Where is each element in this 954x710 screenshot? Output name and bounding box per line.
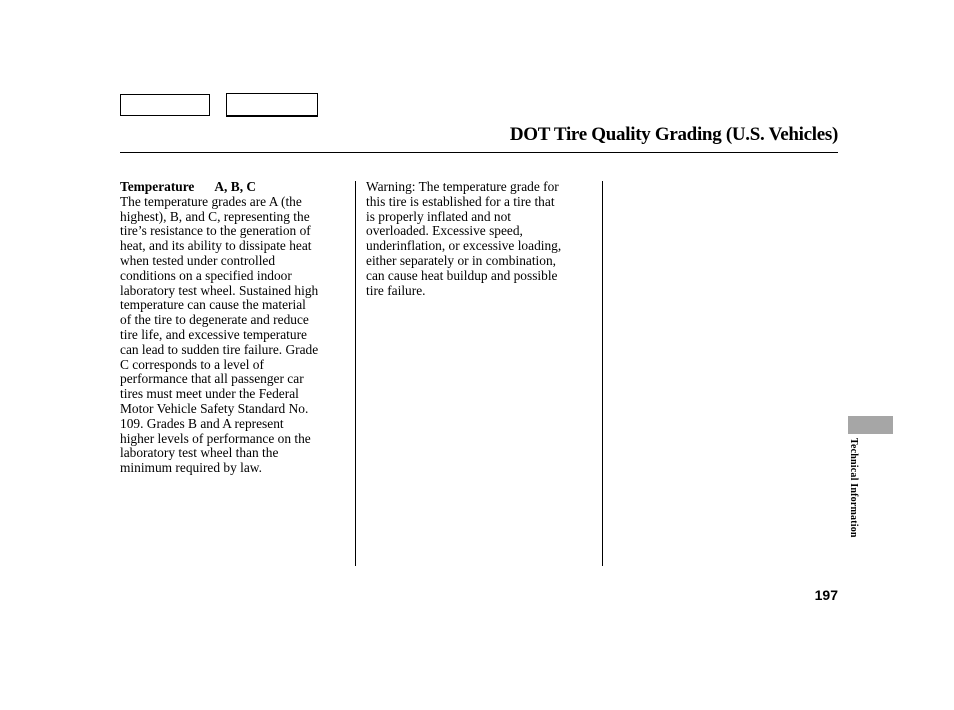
warning-line: this tire is established for a tire that xyxy=(366,193,555,209)
body-line: 109. Grades B and A represent xyxy=(120,415,284,431)
title-rule xyxy=(120,152,838,153)
body-line: tire life, and excessive temperature xyxy=(120,326,308,342)
body-line: minimum required by law. xyxy=(120,460,262,476)
warning-line: Warning: The temperature grade for xyxy=(366,179,559,194)
body-line: can lead to sudden tire failure. Grade xyxy=(120,341,319,357)
section-tab[interactable] xyxy=(848,416,893,434)
warning-line: either separately or in combination, xyxy=(366,252,557,268)
body-line: highest), B, and C, representing the xyxy=(120,208,310,224)
body-line: higher levels of performance on the xyxy=(120,430,311,446)
page-title: DOT Tire Quality Grading (U.S. Vehicles) xyxy=(509,124,838,145)
warning-line: is properly inflated and not xyxy=(366,208,512,224)
left-column xyxy=(120,180,350,476)
middle-column xyxy=(366,180,596,298)
nav-box-next[interactable] xyxy=(226,93,318,117)
body-line: conditions on a specified indoor xyxy=(120,267,292,283)
column-divider-left xyxy=(355,181,356,566)
warning-line: underinflation, or excessive loading, xyxy=(366,238,562,254)
body-line: heat, and its ability to dissipate heat xyxy=(120,238,312,254)
body-line: when tested under controlled xyxy=(120,252,276,268)
column-divider-right xyxy=(602,181,603,566)
heading-value: A, B, C xyxy=(214,179,257,194)
warning-line: overloaded. Excessive speed, xyxy=(366,223,523,239)
body-line: tires must meet under the Federal xyxy=(120,386,299,402)
body-line: temperature can cause the material xyxy=(120,297,306,313)
section-tab-label: Technical Information xyxy=(848,438,859,538)
nav-box-previous[interactable] xyxy=(120,94,210,116)
body-line: laboratory test wheel. Sustained high xyxy=(120,282,319,298)
heading-label: Temperature xyxy=(120,179,195,194)
body-line: tire’s resistance to the generation of xyxy=(120,223,311,239)
body-line: The temperature grades are A (the xyxy=(120,193,302,209)
body-line: laboratory test wheel than the xyxy=(120,445,279,461)
page-number: 197 xyxy=(814,587,838,603)
body-line: of the tire to degenerate and reduce xyxy=(120,312,309,328)
body-line: performance that all passenger car xyxy=(120,371,304,387)
body-line: C corresponds to a level of xyxy=(120,356,264,372)
warning-line: can cause heat buildup and possible xyxy=(366,267,558,283)
warning-line: tire failure. xyxy=(366,282,426,298)
body-line: Motor Vehicle Safety Standard No. xyxy=(120,400,309,416)
section-heading xyxy=(120,180,350,195)
